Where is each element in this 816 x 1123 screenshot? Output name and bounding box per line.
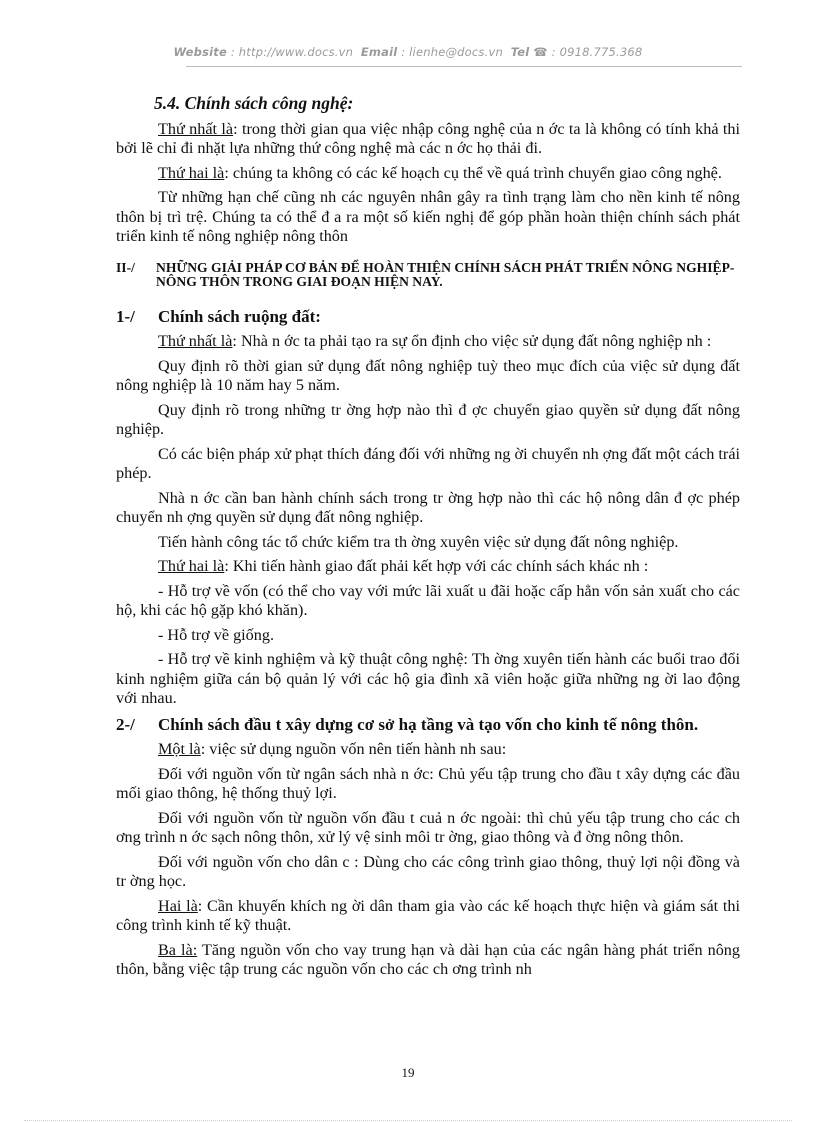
bullet-paragraph: - Hỗ trợ về kinh nghiệm và kỹ thuật công nghệ: Th ờng xuyên tiến hành các buổi trao đổi kinh nghiệm giữa cán bộ quản lý với các hộ gia đình xã viên hoặc giữa những ng ời lao động với nhau. [116, 650, 740, 707]
section-number: 2-/ [116, 714, 135, 734]
paragraph: Hai là: Cần khuyến khích ng ời dân tham gia vào các kế hoạch thực hiện và giám sát thi công trình kinh tế kỹ thuật. [116, 896, 740, 934]
website-label: Website [173, 45, 227, 59]
paragraph: Thứ nhất là: trong thời gian qua việc nhập công nghệ của n ớc ta là không có tính khả thi bởi lẽ chỉ đi nhặt lựa những thứ công nghệ mà các n ớc họ thải đi. [116, 119, 740, 157]
chapter-number: II-/ [116, 259, 135, 275]
paragraph: Đối với nguồn vốn từ nguồn vốn đầu t cuả n ớc ngoài: thì chủ yếu tập trung cho các ch ơng trình n ớc sạch nông thôn, xử lý vệ sinh môi tr ờng, giao thông và đ ờng nông thôn. [116, 808, 740, 846]
section-5-4-heading: 5.4. Chính sách công nghệ: [154, 93, 354, 113]
lead-term: Một là [158, 740, 201, 758]
page-header [0, 45, 816, 59]
lead-term: Thứ hai là [158, 163, 225, 182]
header-divider [186, 66, 742, 67]
section-1-heading [116, 307, 740, 327]
paragraph: Thứ nhất là: Nhà n ớc ta phải tạo ra sự ổn định cho việc sử dụng đất nông nghiệp nh : [158, 332, 712, 350]
section-title: Chính sách ruộng đất: [158, 306, 321, 326]
section-2-heading [116, 715, 740, 735]
chapter-ii-heading [116, 261, 740, 289]
email-value[interactable]: : lienhe@docs.vn [401, 45, 503, 59]
paragraph: Ba là: Tăng nguồn vốn cho vay trung hạn và dài hạn của các ngân hàng phát triển nông thôn, bằng việc tập trung các nguồn vốn cho các ch ơng trình nh [116, 940, 740, 978]
paragraph: Quy định rõ thời gian sử dụng đất nông nghiệp tuỳ theo mục đích của việc sử dụng đất nông nghiệp là 10 năm hay 5 năm. [116, 356, 740, 394]
paragraph: Một là: việc sử dụng nguồn vốn nên tiến hành nh sau: [158, 740, 507, 758]
bullet-paragraph: - Hỗ trợ về vốn (có thể cho vay với mức lãi xuất u đãi hoặc cấp hẳn vốn sản xuất cho các hộ, khi các hộ gặp khó khăn). [116, 581, 740, 619]
paragraph: Thứ hai là: Khi tiến hành giao đất phải kết hợp với các chính sách khác nh : [158, 557, 649, 575]
paragraph: Nhà n ớc cần ban hành chính sách trong tr ờng hợp nào thì các hộ nông dân đ ợc phép chuyển nh ợng quyền sử dụng đất nông nghiệp. [116, 488, 740, 526]
paragraph: Quy định rõ trong những tr ờng hợp nào thì đ ợc chuyển giao quyền sử dụng đất nông nghiệp. [116, 400, 740, 438]
lead-term: Thứ hai là [158, 557, 225, 575]
lead-term: Thứ nhất là [158, 119, 234, 138]
paragraph: Từ những hạn chế cũng nh các nguyên nhân gây ra tình trạng làm cho nền kinh tế nông thôn bị trì trệ. Chúng ta có thể đ a ra một số kiến nghị để góp phần hoàn thiện chính sách phát triển kinh tế nông nghiệp nông thôn [116, 188, 740, 245]
section-title: Chính sách đầu t xây dựng cơ sở hạ tầng và tạo vốn cho kinh tế nông thôn. [158, 714, 699, 734]
tel-value: ☎ : 0918.775.368 [533, 45, 643, 59]
paragraph: Tiến hành công tác tổ chức kiểm tra th ờng xuyên việc sử dụng đất nông nghiệp. [158, 532, 679, 551]
section-number: 1-/ [116, 306, 135, 326]
document-body [116, 92, 740, 985]
paragraph: Thứ hai là: chúng ta không có các kế hoạch cụ thể về quá trình chuyển giao công nghệ. [158, 163, 722, 182]
tel-label: Tel [510, 45, 530, 59]
page-number: 19 [401, 1065, 415, 1080]
website-value[interactable]: : http://www.docs.vn [230, 45, 354, 59]
email-label: Email [360, 45, 398, 59]
lead-term: Hai là [158, 896, 198, 915]
bullet-paragraph: - Hỗ trợ về giống. [158, 625, 275, 644]
lead-term: Ba là: [158, 940, 198, 959]
paragraph: Đối với nguồn vốn từ ngân sách nhà n ớc: Chủ yếu tập trung cho đầu t xây dựng các đầu mối giao thông, hệ thống thuỷ lợi. [116, 764, 740, 802]
lead-term: Thứ nhất là [158, 332, 233, 350]
paragraph: Đối với nguồn vốn cho dân c : Dùng cho các công trình giao thông, thuỷ lợi nội đồng và tr ờng học. [116, 852, 740, 890]
chapter-title: NHỮNG GIẢI PHÁP CƠ BẢN ĐỂ HOÀN THIỆN CHÍNH SÁCH PHÁT TRIỂN NÔNG NGHIỆP- NÔNG THÔN TRONG GIAI ĐOẠN HIỆN NAY. [156, 259, 735, 289]
footer-divider [24, 1120, 792, 1121]
paragraph: Có các biện pháp xử phạt thích đáng đối với những ng ời chuyển nh ợng đất một cách trái phép. [116, 444, 740, 482]
